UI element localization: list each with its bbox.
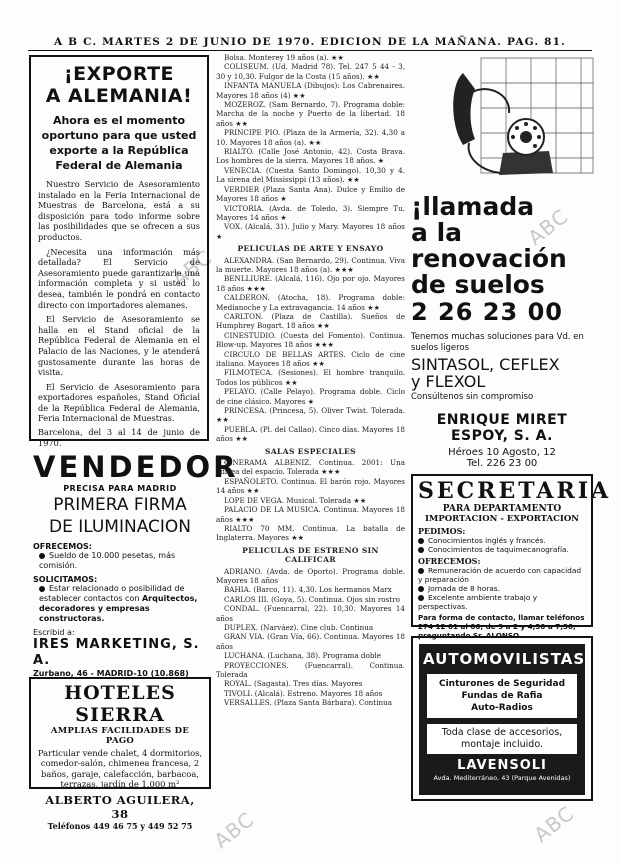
secretaria-ask: Conocimientos inglés y francés. — [418, 536, 586, 545]
phone-brands-1: SINTASOL, CEFLEX — [411, 355, 560, 374]
listing-entry: ALEXANDRA. (San Bernardo, 29). Continua. Viva la muerte. Mayores 18 años (a). ★★★ — [216, 255, 405, 274]
secretaria-offer: Remuneración de acuerdo con capacidad y preparación — [418, 566, 582, 584]
vendedor-address: Zurbano, 46 - MADRID-10 (10.868) — [33, 669, 189, 678]
phone-consult: Consúltenos sin compromiso — [411, 392, 534, 402]
auto-product: Cinturones de Seguridad — [438, 679, 566, 689]
auto-brand: LAVENSOLI — [457, 758, 547, 773]
listing-entry: ADRIANO. (Avda. de Oporto). Programa doble. Mayores 18 años — [216, 566, 405, 585]
secretaria-offer-label: OFRECEMOS: — [418, 556, 481, 566]
auto-title: AUTOMOVILISTAS — [423, 650, 586, 668]
phone-headline-1: ¡llamada — [411, 192, 535, 221]
listing-entry: RIALTO 70 MM. Continua. La batalla de Inglaterra. Mayores ★★ — [216, 523, 405, 543]
secretaria-contact: Para forma de contacto, llamar teléfonos 274 12 01 al 06, de 9 a 2 y 4,30 a 7,30, preguntando Sr. ALONSO. — [418, 613, 585, 640]
bullet-icon — [418, 568, 424, 574]
bullet-icon — [418, 586, 424, 592]
listing-entry: DUPLEX. (Narváez). Cine club. Continua — [224, 622, 374, 632]
listing-entry: CINERAMA ALBENIZ. Continua. 2001: Una odisea del espacio. Tolerada ★★★ — [216, 458, 405, 477]
section-heading: SALAS ESPECIALES — [265, 446, 356, 456]
export-paragraph: El Servicio de Asesoramiento para exportadores españoles, Stand Oficial de la República Federal de Alemania, Feria Internacional de Muestras. — [38, 381, 200, 424]
vendedor-offer: Sueldo de 10.000 pesetas, más comisión. — [39, 551, 176, 570]
auto-product: Auto-Radios — [471, 703, 533, 713]
hoteles-title: HOTELES SIERRA — [64, 682, 176, 726]
hoteles-sub: AMPLIAS FACILIDADES DE PAGO — [50, 726, 190, 746]
listing-entry: COLISEUM. (Ud. Madrid 78). Tel. 247 5 44 - 3, 30 y 10,30. Fulgor de la Costa (15 años). ★★ — [216, 62, 405, 81]
hoteles-body: Particular vende chalet, 4 dormitorios, comedor-salón, chimenea francesa, 2 baños, garaje, calefacción, barbacoa, terrazas, jardín de 1.000 m² — [37, 748, 203, 790]
telephone-illustration — [411, 53, 593, 188]
listing-entry: PELAYO. (Calle Pelayo). Programa doble. Ciclo de cine clásico. Mayores ★ — [216, 387, 405, 406]
listing-entry: GRAN VIA. (Gran Vía, 66). Continua. Mayores 18 años — [216, 632, 405, 651]
header-rule — [28, 50, 592, 51]
auto-service: Toda clase de accesorios, — [441, 727, 563, 738]
secretaria-ask: Conocimientos de taquimecanografía. — [418, 545, 586, 554]
listing-entry: ESPAÑOLETO. Continua. El barón rojo. Mayores 14 años ★★ — [216, 476, 405, 496]
secretaria-ad — [411, 474, 612, 640]
phone-headline-4: de suelos — [411, 270, 545, 299]
auto-service: montaje incluido. — [460, 739, 544, 750]
listing-entry: RIALTO. (Calle José Antonio, 42). Costa Brava. Los hombres de la sierra. Mayores 18 años. ★ — [216, 147, 405, 166]
listing-entry: LOPE DE VEGA. Musical. Tolerada ★★ — [224, 495, 367, 505]
phone-tel: Tel. 226 23 00 — [466, 458, 538, 469]
export-dates: Barcelona, del 3 al 14 de junio de 1970. — [38, 427, 200, 448]
vendedor-line1: PRIMERA FIRMA — [53, 495, 187, 515]
watermark: ABC — [523, 203, 573, 251]
vendedor-line2: DE ILUMINACION — [48, 517, 192, 537]
listing-entry: VOX. (Alcalá, 31). Julio y Mary. Mayores 18 años ★ — [216, 222, 405, 241]
vendedor-req: Estar relacionado o posibilidad de establecer contactos con Arquitectos, decoradores y empresas constructoras. — [39, 584, 198, 623]
secretaria-title: SECRETARIA — [418, 478, 612, 504]
export-title-2: A ALEMANIA! — [45, 85, 193, 107]
bullet-icon — [39, 553, 45, 559]
bullet-icon — [418, 547, 424, 553]
listing-entry: CALDERON. (Atocha, 18). Programa doble: Medianoche y La extravagancia. 14 años ★★ — [216, 293, 405, 312]
listing-entry: CARLOS III. (Goya, 5). Continua. Ojos sin rostro — [224, 594, 400, 604]
listing-entry: VERSALLES. (Plaza Santa Bárbara). Continua — [224, 698, 393, 708]
phone-body: Tenemos muchas soluciones para Vd. en suelos ligeros — [411, 332, 584, 353]
export-lead: Ahora es el momento oportuno para que usted exporte a la República Federal de Alemania — [41, 114, 197, 172]
listing-entry: VERDIER (Plaza Santa Ana). Dulce y Emilio de Mayores 18 años ★ — [216, 184, 405, 204]
listing-entry: BAHIA. (Barco, 11). 4,30. Los hermanos Marx — [224, 585, 392, 595]
vendedor-req-label: SOLICITAMOS: — [33, 575, 98, 584]
vendedor-title: VENDEDOR — [33, 450, 239, 484]
phone-headline-2: a la — [411, 218, 463, 247]
vendedor-sub: PRECISA PARA MADRID — [63, 484, 177, 493]
section-heading: PELICULAS DE ESTRENO SIN CALIFICAR — [242, 545, 379, 565]
vendedor-offers-label: OFRECEMOS: — [33, 542, 92, 551]
listing-entry: PRINCESA. (Princesa, 5). Oliver Twist. Tolerada. ★★ — [216, 406, 405, 425]
phone-address: Héroes 10 Agosto, 12 — [448, 447, 556, 458]
listing-entry: CONDAL. (Fuencarral, 22). 10,30. Mayores 14 años — [216, 604, 405, 623]
phone-company-2: ESPOY, S. A. — [450, 428, 553, 444]
bullet-icon — [418, 538, 424, 544]
listing-entry: PALACIO DE LA MUSICA. Continua. Mayores 18 años ★★★ — [216, 505, 405, 524]
listing-entry: PRINCIPE PIO. (Plaza de la Armería, 32). 4,30 a 10. Mayores 18 años (a). ★★ — [216, 128, 405, 147]
secretaria-offer: Excelente ambiente trabajo y perspectivas. — [418, 593, 538, 611]
listing-group-arte — [216, 256, 405, 444]
listing-entry: ROYAL. (Sagasta). Tres días. Mayores — [224, 679, 363, 689]
vendedor-write: Escribid a: — [33, 628, 75, 637]
hoteles-contact: ALBERTO AGUILERA, 38 — [45, 792, 195, 821]
listing-entry: Bolsa. Monterey 19 años (a). ★★ — [224, 53, 344, 62]
listing-entry: INFANTA MANUELA (Dibujos): Los Cabrenaires. Mayores 18 años (4) ★★ — [216, 81, 405, 100]
export-germany-ad — [29, 55, 209, 448]
export-paragraph: Nuestro Servicio de Asesoramiento instalado en la Feria Internacional de Muestras de Barcelona, está a su disposición para todo informe sobre las posibilidades que se ofrecen a sus productos. — [38, 179, 200, 242]
listing-entry: LUCHANA. (Luchana, 38). Programa doble — [224, 651, 381, 661]
auto-inner — [419, 644, 585, 795]
listing-entry: CIRCULO DE BELLAS ARTES. Ciclo de cine italiano. Mayores 18 años ★★ — [216, 349, 405, 368]
phone-headline-3: renovación — [411, 244, 567, 273]
watermark: ABC — [167, 244, 217, 292]
phone-number: 2 26 23 00 — [411, 298, 563, 326]
bullet-icon — [39, 586, 45, 592]
listing-entry: VENECIA. (Cuesta Santo Domingo). 10,30 y 4. La sirena del Mississippi (13 años). ★★ — [216, 165, 405, 185]
hoteles-sierra-ad — [29, 677, 211, 831]
listing-entry: CINESTUDIO. (Cuesta del Fomento). Continua. Blow-up. Mayores 18 años ★★★ — [216, 330, 405, 350]
bullet-icon — [418, 595, 424, 601]
phone-brands-2: y FLEXOL — [411, 372, 486, 391]
secretaria-dept-2: IMPORTACION - EXPORTACION — [424, 514, 580, 524]
floor-renovation-ad — [411, 53, 593, 468]
auto-address: Avda. Mediterráneo, 43 (Parque Avenidas) — [433, 774, 571, 782]
listing-group-estreno — [216, 567, 405, 708]
auto-product: Fundas de Rafia — [461, 691, 543, 701]
section-heading: PELICULAS DE ARTE Y ENSAYO — [237, 244, 384, 254]
cinema-listings — [216, 53, 405, 853]
secretaria-dept: PARA DEPARTAMENTO — [442, 504, 562, 514]
vendedor-ad — [29, 448, 239, 678]
hoteles-phones: Teléfonos 449 46 75 y 449 52 75 — [47, 820, 193, 831]
phone-company-1: ENRIQUE MIRET — [436, 412, 568, 428]
listing-entry: PROYECCIONES. (Fuencarral). Continua. Tolerada — [216, 660, 405, 679]
listing-entry: MOZEROZ. (Sam Bernardo, 7). Programa doble: Marcha de la noche y Puerto de la libertad. 18 años ★★ — [216, 100, 405, 128]
export-title-1: ¡EXPORTE — [63, 63, 175, 85]
export-paragraph: El Servicio de Asesoramiento se halla en el Stand oficial de la República Federal de Alemania en el Palacio de las Naciones, y le atenderá gustosamente durante las horas de visita. — [38, 314, 200, 378]
secretaria-ask-label: PEDIMOS: — [418, 526, 466, 536]
watermark: ABC — [529, 800, 579, 848]
auto-products — [427, 674, 577, 718]
export-paragraph: ¿Necesita una información más detallada? El Servicio de Asesoramiento puede garantizarle una información completa y si usted lo desea, también le pondrá en contacto directo con importadores alemanes. — [38, 246, 200, 310]
listing-entry: CARLTON. (Plaza de Castilla). Sueños de Humphrey Bogart. 18 años ★★ — [216, 311, 405, 331]
page-header: A B C. MARTES 2 DE JUNIO DE 1970. EDICION DE LA MAÑANA. PAG. 81. — [53, 36, 567, 48]
secretaria-offer: Jornada de 8 horas. — [418, 584, 586, 593]
automovilistas-ad — [411, 636, 593, 801]
listing-group-top — [216, 53, 405, 241]
listing-entry: PUEBLA. (Pl. del Callao). Cinco días. Mayores 18 años ★★ — [216, 424, 405, 444]
vendedor-company: IRES MARKETING, S. A. — [33, 637, 200, 668]
listing-entry: BENLLIURE. (Alcalá, 116). Ojo por ojo. Mayores 18 años ★★★ — [216, 274, 405, 293]
listing-group-especiales — [216, 458, 405, 543]
auto-services — [427, 724, 577, 754]
listing-entry: VICTORIA. (Avda. de Toledo, 3). Siempre Tu. Mayores 14 años ★ — [216, 203, 405, 222]
watermark: ABC — [209, 806, 259, 854]
listing-entry: FILMOTECA. (Sesiones). El hombre tranquilo. Todos los públicos ★★ — [216, 368, 405, 387]
listing-entry: TIVOLI. (Alcalá). Estreno. Mayores 18 años — [224, 688, 383, 698]
